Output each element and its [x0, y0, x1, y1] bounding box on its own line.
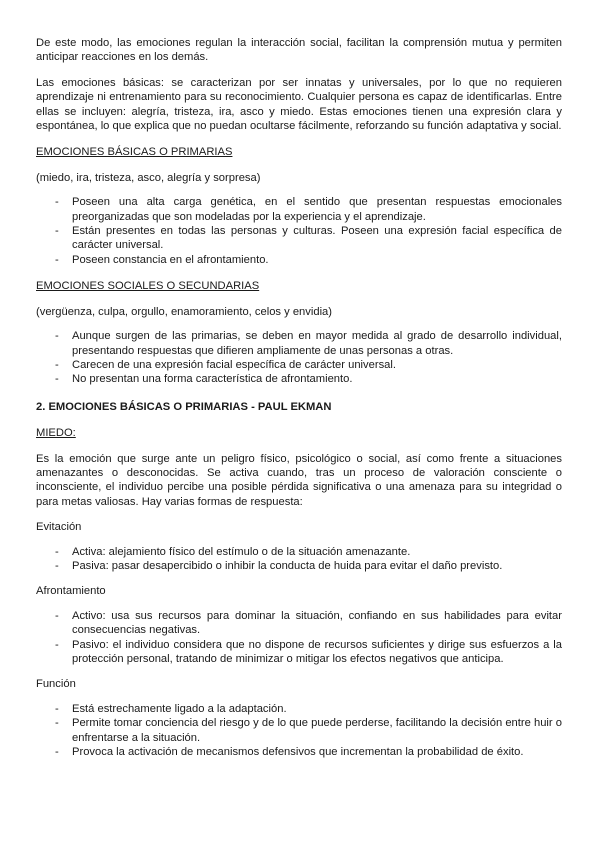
list-item: - No presentan una forma característica de afrontamiento. [72, 372, 562, 386]
list-item: - Pasivo: el individuo considera que no dispone de recursos suficientes y dirige sus esfuerzos a la protección personal, tratando de minimizar o mitigar los efectos negativos que anticipa. [72, 638, 562, 667]
list-item: - Activo: usa sus recursos para dominar la situación, confiando en sus habilidades para evitar consecuencias negativas. [72, 609, 562, 638]
function-heading: Función [36, 678, 76, 691]
list-item: - Está estrechamente ligado a la adaptación. [72, 702, 562, 716]
social-emotions-list [36, 329, 562, 387]
basic-emotions-heading: EMOCIONES BÁSICAS O PRIMARIAS [36, 146, 233, 159]
section-2-title: 2. EMOCIONES BÁSICAS O PRIMARIAS - PAUL EKMAN [36, 400, 332, 413]
basic-emotions-list [36, 195, 562, 267]
list-item: - Activa: alejamiento físico del estímulo o de la situación amenazante. [72, 545, 562, 559]
coping-list [36, 609, 562, 667]
list-item: - Poseen una alta carga genética, en el sentido que presentan respuestas emocionales preorganizadas que son modeladas por la experiencia y el aprendizaje. [72, 195, 562, 224]
list-item: - Poseen constancia en el afrontamiento. [72, 253, 562, 267]
intro-paragraph-1: De este modo, las emociones regulan la interacción social, facilitan la comprensión mutua y permiten anticipar reacciones en los demás. [36, 37, 562, 64]
intro-paragraph-2: Las emociones básicas: se caracterizan por ser innatas y universales, por lo que no requieren aprendizaje ni entrenamiento para su reconocimiento. Cualquier persona es capaz de identificarlas. Entre ellas se incluyen: alegría, tristeza, ira, asco y miedo. Estas emociones tienen una expresión clara y espontánea, lo que explica que no puedan ocultarse fácilmente, reforzando su función adaptativa y social. [36, 76, 562, 133]
list-item: - Provoca la activación de mecanismos defensivos que incrementan la probabilidad de éxito. [72, 745, 562, 759]
list-item: - Permite tomar conciencia del riesgo y de lo que puede perderse, facilitando la decisión entre huir o enfrentarse a la situación. [72, 716, 562, 745]
avoidance-heading: Evitación [36, 521, 82, 534]
list-item: - Pasiva: pasar desapercibido o inhibir la conducta de huida para evitar el daño previsto. [72, 559, 562, 573]
list-item: - Aunque surgen de las primarias, se deben en mayor medida al grado de desarrollo individual, presentando respuestas que difieren ampliamente de unas personas a otras. [72, 329, 562, 358]
social-emotions-heading: EMOCIONES SOCIALES O SECUNDARIAS [36, 280, 260, 293]
avoidance-list [36, 545, 562, 574]
basic-emotions-list-intro: (miedo, ira, tristeza, asco, alegría y sorpresa) [36, 171, 261, 184]
social-emotions-list-intro: (vergüenza, culpa, orgullo, enamoramiento, celos y envidia) [36, 305, 333, 318]
coping-heading: Afrontamiento [36, 585, 106, 598]
list-item: - Están presentes en todas las personas y culturas. Poseen una expresión facial específica de carácter universal. [72, 224, 562, 253]
function-list [36, 702, 562, 760]
list-item: - Carecen de una expresión facial específica de carácter universal. [72, 358, 562, 372]
fear-heading: MIEDO: [36, 427, 76, 440]
fear-paragraph: Es la emoción que surge ante un peligro físico, psicológico o social, así como frente a situaciones amenazantes o desconocidas. Se activa cuando, tras un proceso de valoración consciente o inconsciente, el individuo percibe una posible pérdida significativa o una amenaza para su integridad o para metas valiosas. Hay varias formas de respuesta: [36, 452, 562, 508]
